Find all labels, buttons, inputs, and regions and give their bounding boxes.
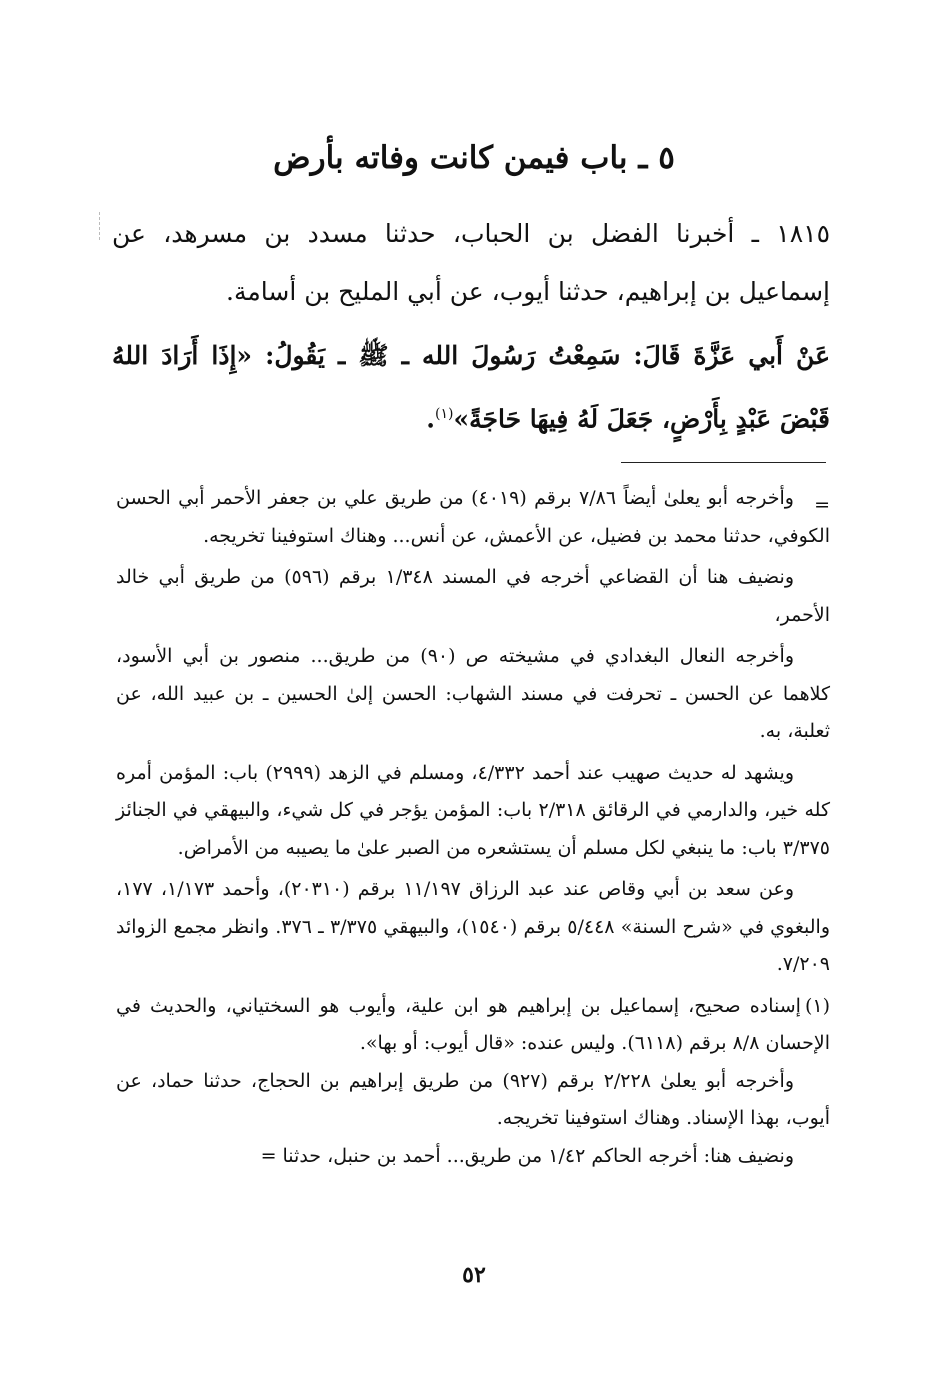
hadith-chain: ١٨١٥ ـ أخبرنا الفضل بن الحباب، حدثنا مسدد بن مسرهد، عن إسماعيل بن إبراهيم، حدثنا أيوب، عن أبي المليح بن أسامة. <box>112 219 830 306</box>
chapter-heading: ٥ ـ باب فيمن كانت وفاته بأرض <box>273 140 675 176</box>
footnotes <box>116 480 830 1175</box>
page-number: ٥٢ <box>462 1262 486 1288</box>
footnote-1-paragraph <box>116 988 830 1063</box>
footnote-paragraph: ونضيف هنا أن القضاعي أخرجه في المسند ١/٣٤٨ برقم (٥٩٦) من طريق أبي خالد الأحمر، <box>116 566 830 626</box>
footnote-1-text: إسناده صحيح، إسماعيل بن إبراهيم هو ابن علية، وأيوب هو السختياني، والحديث في الإحسان ٨/٨ برقم (٦١١٨). وليس عنده: «قال أيوب: أو بها». <box>116 994 830 1054</box>
footnote-paragraph: ويشهد له حديث صهيب عند أحمد ٤/٣٣٢، ومسلم في الزهد (٢٩٩٩) باب: المؤمن أمره كله خير، والدارمي في الرقائق ٢/٣١٨ باب: المؤمن يؤجر في كل شيء، والبيهقي في الجنائز ٣/٣٧٥ باب: ما ينبغي لكل مسلم أن يستشعره من الصبر علىٰ ما يصيبه من الأمراض. <box>116 761 830 859</box>
footnote-paragraph: ونضيف هنا: أخرجه الحاكم ١/٤٢ من طريق... أحمد بن حنبل، حدثنا = <box>260 1144 794 1167</box>
footnote-paragraph: وأخرجه أبو يعلىٰ ٢/٢٢٨ برقم (٩٢٧) من طريق إبراهيم بن الحجاج، حدثنا حماد، عن أيوب، بهذا الإسناد. وهناك استوفينا تخريجه. <box>116 1069 830 1129</box>
footnote-1-number: (١) <box>804 994 830 1017</box>
hadith-text <box>112 327 830 448</box>
hadith-block <box>112 205 830 448</box>
scan-artifact <box>99 212 100 240</box>
footnote-separator <box>621 462 826 463</box>
continuation-mark: = <box>814 494 830 516</box>
footnote-marker: (١) <box>435 406 454 422</box>
hadith-end-punct: . <box>426 404 435 434</box>
hadith-matn: عَنْ أَبي عَزَّةَ قَالَ: سَمِعْتُ رَسُولَ الله ـ ﷺ ـ يَقُولُ: «إِذَا أَرَادَ اللهُ قَبْضَ عَبْدٍ بِأَرْضٍ، جَعَلَ لَهُ فِيهَا حَاجَةً» <box>112 341 830 434</box>
footnote-paragraph: وأخرجه النعال البغدادي في مشيخته ص (٩٠) من طريق... منصور بن أبي الأسود، كلاهما عن الحسن ـ تحرفت في مسند الشهاب: الحسن إلىٰ الحسين ـ بن عبيد الله، عن ثعلبة، به. <box>116 645 830 742</box>
footnote-paragraph: وأخرجه أبو يعلىٰ أيضاً ٧/٨٦ برقم (٤٠١٩) من طريق علي بن جعفر الأحمر أبي الحسن الكوفي، حدثنا محمد بن فضيل، عن الأعمش، عن أنس... وهناك استوفينا تخريجه. <box>116 487 830 547</box>
footnote-paragraph: وعن سعد بن أبي وقاص عند عبد الرزاق ١١/١٩٧ برقم (٢٠٣١٠)، وأحمد ١/١٧٣، ١٧٧، والبغوي في «شرح السنة» ٥/٤٤٨ برقم (١٥٤٠)، والبيهقي ٣/٣٧٥ ـ ٣٧٦. وانظر مجمع الزوائد ٧/٢٠٩. <box>116 878 830 975</box>
